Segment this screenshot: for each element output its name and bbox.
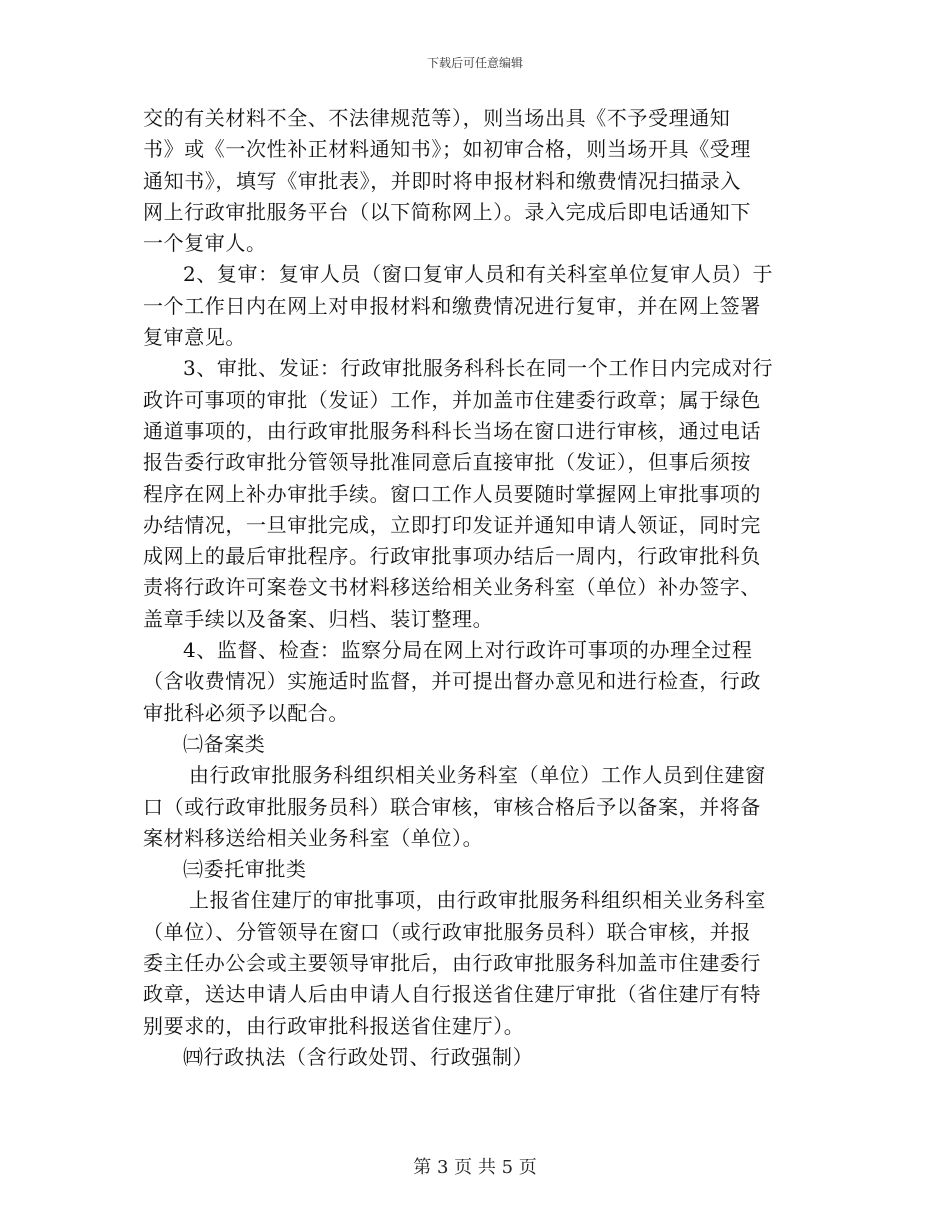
section-heading-2: ㈡备案类 [183,731,266,756]
text-line: （单位）、分管领导在窗口（或行政审批服务员科）联合审核，并报 [143,919,751,944]
text-line: 网上行政审批服务平台（以下简称网上）。录入完成后即电话通知下 [143,199,751,224]
paragraph-start: 3、审批、发证：行政审批服务科科长在同一个工作日内完成对行 [183,356,774,381]
text-line: 书》或《一次性补正材料通知书》；如初审合格，则当场开具《受理 [143,137,751,162]
page-header: 下载后可任意编辑 [426,56,523,70]
text-line: 案材料移送给相关业务科室（单位）。 [143,825,484,850]
text-line: 报告委行政审批分管领导批准同意后直接审批（发证），但事后须按 [143,450,751,475]
text-line: 程序在网上补办审批手续。窗口工作人员要随时掌握网上审批事项的 [143,481,761,506]
paragraph-start: 由行政审批服务科组织相关业务科室（单位）工作人员到住建窗 [189,763,766,788]
text-line: 委主任办公会或主要领导审批后，由行政审批服务科加盖市住建委行 [143,951,761,976]
page-footer: 第 3 页 共 5 页 [413,1157,537,1178]
text-line: 复审意见。 [143,325,246,350]
text-line: 一个复审人。 [143,231,267,256]
text-line: （含收费情况）实施适时监督，并可提出督办意见和进行检查，行政 [143,669,761,694]
text-line: 成网上的最后审批程序。行政审批事项办结后一周内，行政审批科负 [143,544,761,569]
text-line: 办结情况，一旦审批完成，立即打印发证并通知申请人领证，同时完 [143,512,761,537]
text-line: 政许可事项的审批（发证）工作，并加盖市住建委行政章；属于绿色 [143,387,761,412]
text-line: 一个工作日内在网上对申报材料和缴费情况进行复审，并在网上签署 [143,293,761,318]
text-line: 责将行政许可案卷文书材料移送给相关业务科室（单位）补办签字、 [143,575,761,600]
text-line: 别要求的，由行政审批科报送省住建厅）。 [143,1013,525,1038]
text-line: 盖章手续以及备案、归档、装订整理。 [143,606,494,631]
text-line: 通知书》，填写《审批表》，并即时将申报材料和缴费情况扫描录入 [143,168,741,193]
paragraph-start: 4、监督、检查：监察分局在网上对行政许可事项的办理全过程 [183,638,753,663]
text-line: 口（或行政审批服务员科）联合审核，审核合格后予以备案，并将备 [143,794,761,819]
section-heading-4: ㈣行政执法（含行政处罚、行政强制） [183,1044,534,1069]
text-line: 审批科必须予以配合。 [143,700,349,725]
text-line: 交的有关材料不全、不法律规范等），则当场出具《不予受理通知 [143,106,731,130]
paragraph-start: 上报省住建厅的审批事项，由行政审批服务科组织相关业务科室 [189,888,766,913]
paragraph-start: 2、复审：复审人员（窗口复审人员和有关科室单位复审人员）于 [183,262,774,287]
text-line: 政章，送达申请人后由申请人自行报送省住建厅审批（省住建厅有特 [143,982,761,1007]
document-body [143,103,811,1073]
text-line: 通道事项的，由行政审批服务科科长当场在窗口进行审核，通过电话 [143,418,761,443]
section-heading-3: ㈢委托审批类 [183,857,307,882]
